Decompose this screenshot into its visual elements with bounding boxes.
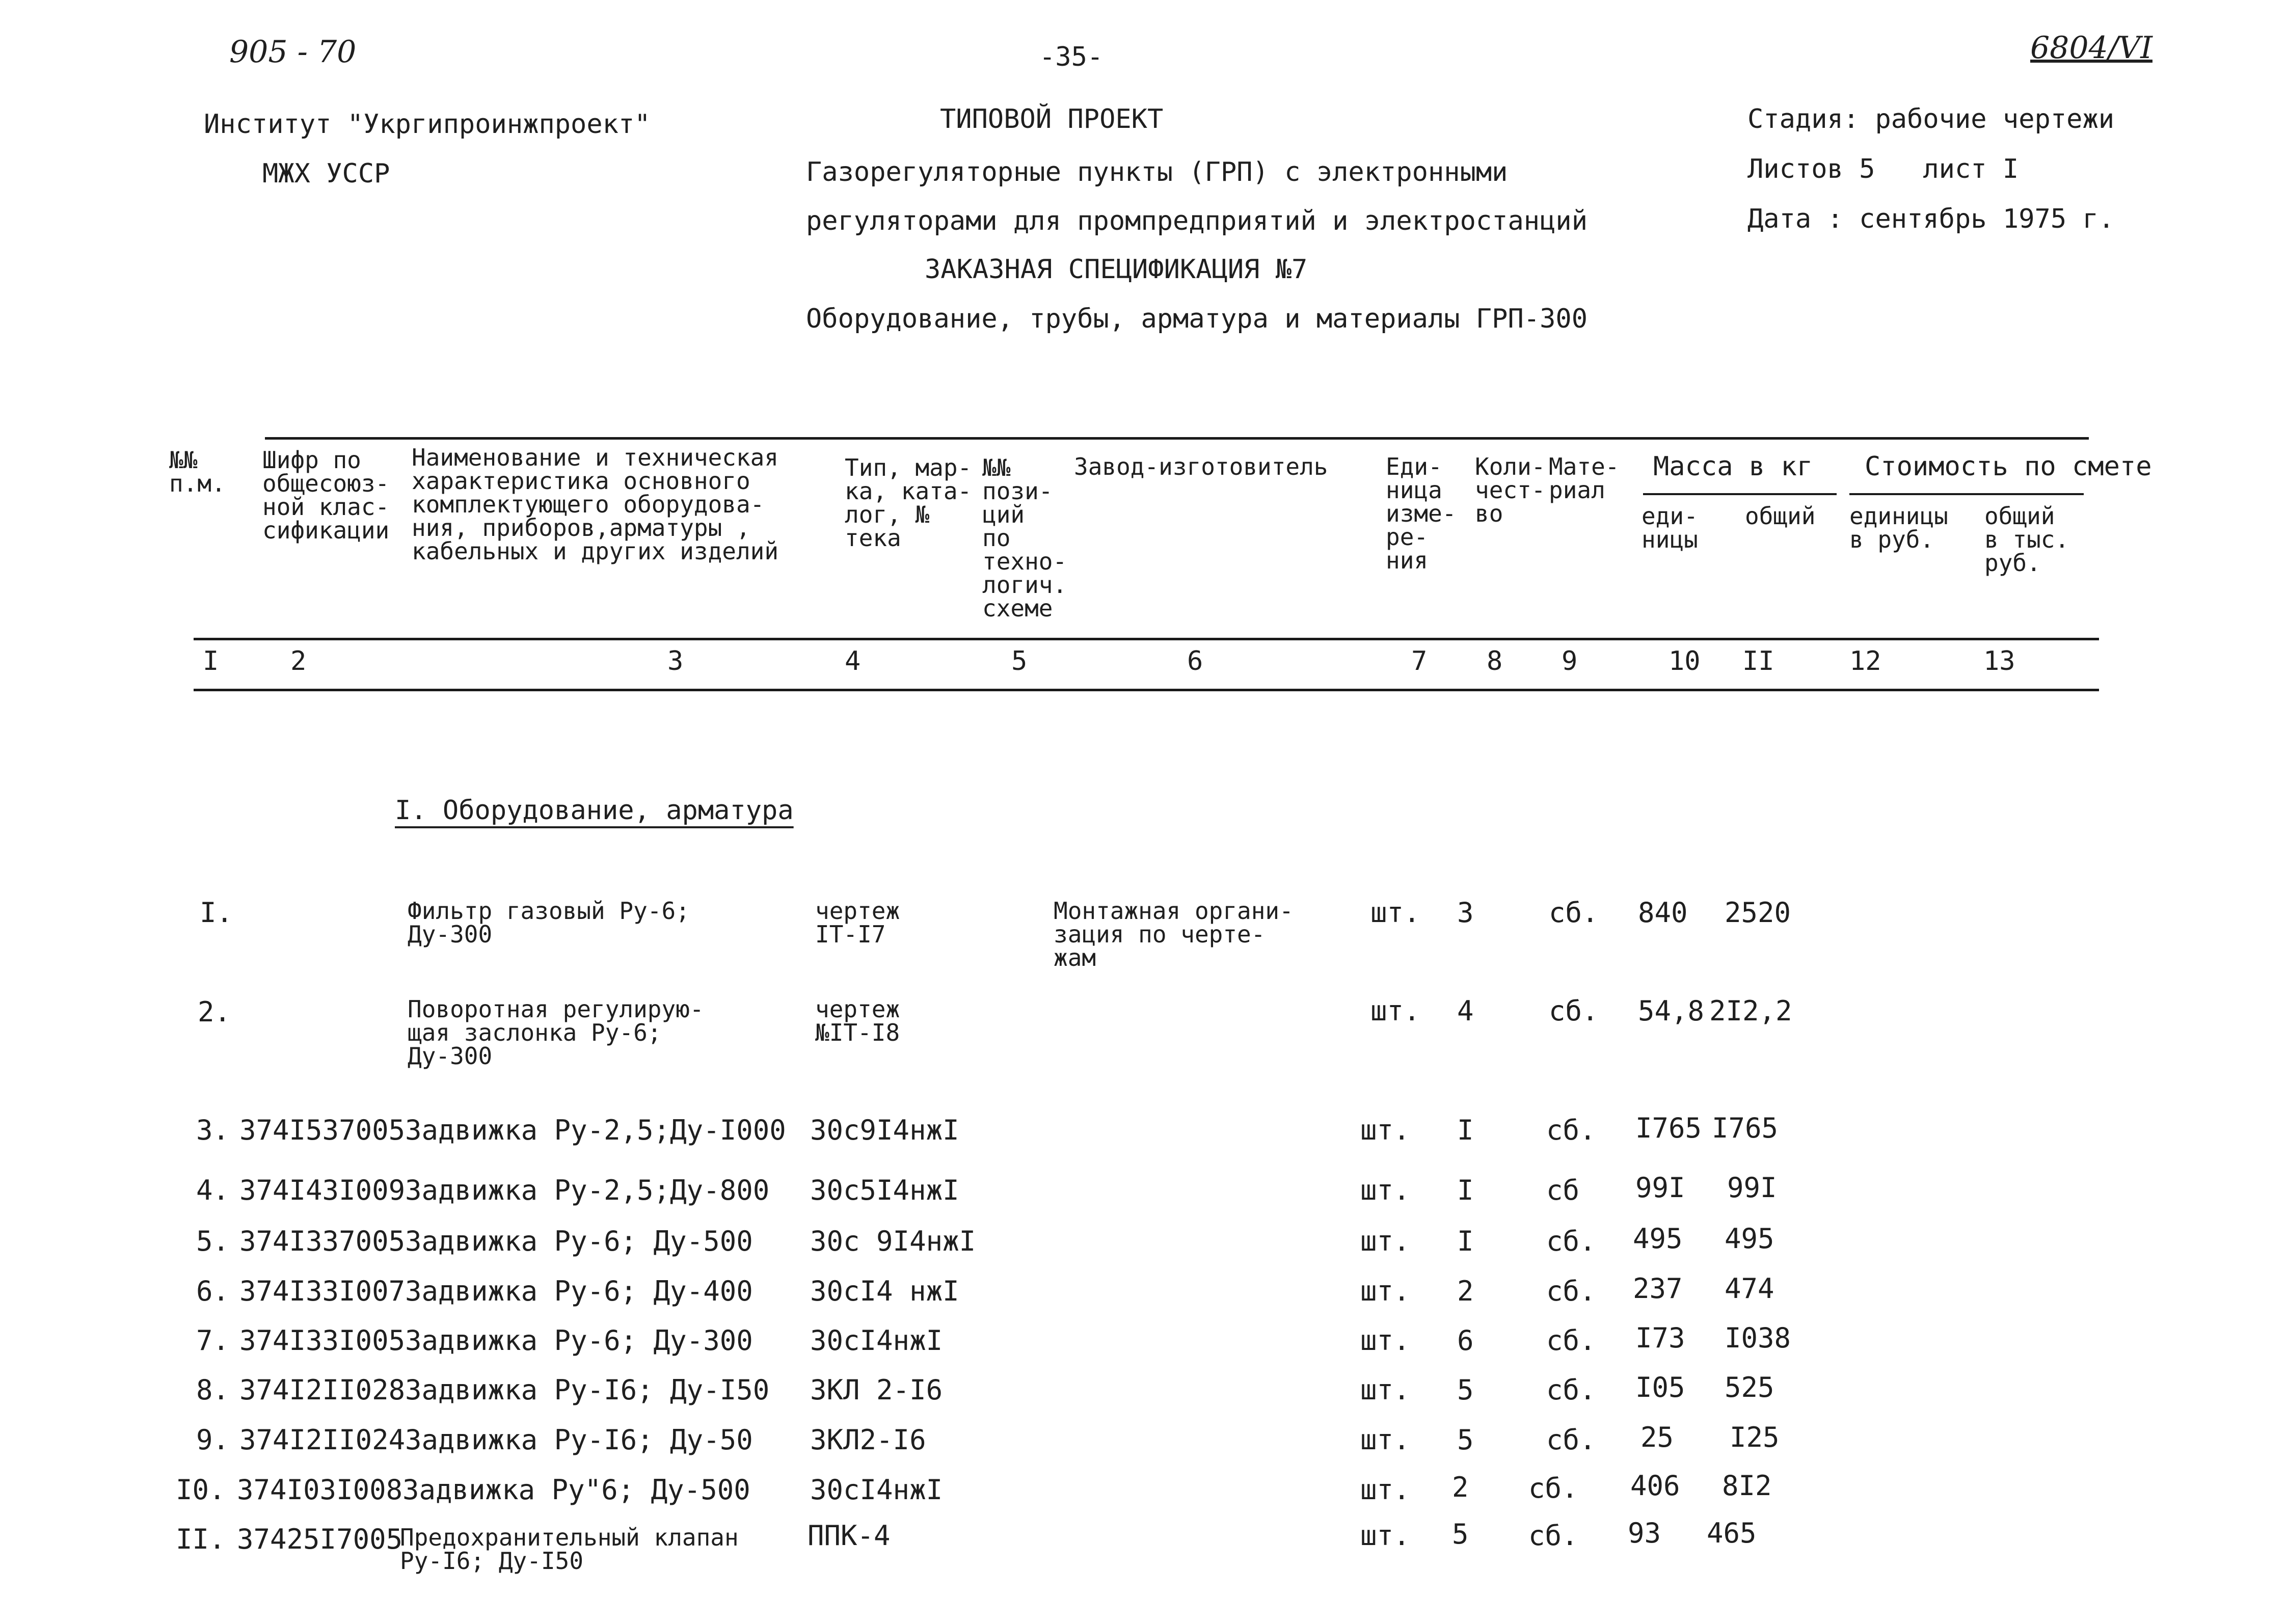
row-unit: шт. [1360,1424,1410,1456]
row-name: Задвижка Ру-I6; Ду-I50 [405,1374,770,1406]
row-mass-total: 525 [1725,1371,1774,1403]
row-mass-total: 465 [1707,1517,1757,1549]
col-header-cost-unit: единицы в руб. [1849,502,1948,553]
institute-name: Институт "Укргипроинжпроект" [204,109,651,140]
title-line-2: регуляторами для промпредприятий и электростанций [806,206,1588,236]
row-mass-total: 2I2,2 [1709,995,1792,1027]
stage-label: Стадия: рабочие чертежи [1747,104,2115,134]
row-mass-total: 474 [1725,1273,1774,1305]
section-title: I. Оборудование, арматура [395,795,794,826]
row-unit: шт. [1360,1374,1410,1406]
row-code: 374I33I007 [239,1275,406,1307]
row-mass-total: 2520 [1725,897,1791,929]
header-bottom-rule [194,638,2099,640]
row-num: 4. [196,1174,230,1206]
row-code: 374I33I005 [239,1324,406,1357]
col-header-position: №№ пози- ций по техно- логич. схеме [982,454,1067,622]
group-header-mass: Масса в кг [1653,451,1813,482]
col-number-6: 6 [1187,646,1203,676]
row-mass-total: 8I2 [1722,1470,1772,1502]
row-material: сб. [1546,1374,1596,1406]
mass-group-rule [1643,493,1837,495]
ministry-name: МЖХ УССР [262,158,390,189]
row-unit: шт. [1370,995,1420,1027]
row-unit: шт. [1360,1324,1410,1357]
row-mass-unit: 25 [1640,1421,1674,1453]
row-unit: шт. [1360,1520,1410,1552]
col-number-11: II [1742,646,1774,676]
row-mass-unit: I05 [1635,1371,1685,1403]
row-mass-unit: 495 [1633,1223,1683,1255]
row-mass-total: I038 [1725,1322,1791,1354]
row-num: 9. [196,1424,230,1456]
row-name: Задвижка Ру-6; Ду-300 [405,1324,753,1357]
row-type: 30с 9I4нжI [810,1225,976,1257]
date-label: Дата : сентябрь 1975 г. [1747,204,2115,234]
row-name: Задвижка Ру"6; Ду-500 [402,1474,750,1506]
col-header-mass-unit: еди- ницы [1642,502,1698,553]
row-mass-unit: I73 [1635,1322,1685,1354]
album-code: 6804/VI [2030,30,2153,66]
row-maker: Монтажная органи- зация по черте- жам [1054,897,1294,971]
row-mass-unit: 99I [1635,1172,1685,1204]
cost-group-rule [1849,493,2084,495]
row-type: 30сI4 нжI [810,1275,959,1307]
row-material: сб. [1528,1520,1578,1552]
row-num: 2. [198,996,231,1028]
spec-subtitle: Оборудование, трубы, арматура и материалы ГРП-300 [806,304,1588,334]
row-qty: I [1457,1114,1474,1146]
row-unit: шт. [1360,1174,1410,1206]
row-mass-unit: 54,8 [1638,995,1705,1027]
row-num: 3. [196,1114,230,1146]
col-header-num: №№ п.м. [169,446,226,497]
col-header-code: Шифр по общесоюз- ной клас- сификации [262,446,390,544]
numbers-bottom-rule [194,689,2099,691]
col-header-material: Мате- риал [1549,453,1620,504]
row-num: 6. [196,1275,230,1307]
col-number-13: 13 [1983,646,2015,676]
col-number-4: 4 [845,646,861,676]
doc-code: 905 - 70 [229,34,357,70]
row-code: 37425I7005 [237,1523,403,1555]
row-type: ЗКЛ 2-I6 [810,1374,943,1406]
row-code: 374I2II028 [239,1374,406,1406]
row-unit: шт. [1360,1225,1410,1257]
row-type: 30с9I4нжI [810,1114,959,1146]
col-number-12: 12 [1849,646,1881,676]
row-name: Задвижка Ру-6; Ду-400 [405,1275,753,1307]
row-material: сб [1546,1174,1580,1206]
row-material: сб. [1549,995,1599,1027]
row-qty: 4 [1457,995,1474,1027]
row-unit: шт. [1360,1114,1410,1146]
row-qty: 6 [1457,1324,1474,1357]
row-qty: 5 [1457,1374,1474,1406]
col-header-maker: Завод-изготовитель [1074,453,1328,480]
row-code: 374I43I009 [239,1174,406,1206]
col-number-8: 8 [1487,646,1503,676]
row-material: сб. [1549,897,1599,929]
project-type: ТИПОВОЙ ПРОЕКТ [940,104,1164,134]
row-name: Фильтр газовый Ру-6; Ду-300 [408,897,690,948]
col-number-10: 10 [1669,646,1701,676]
sheets-label: Листов 5 лист I [1747,154,2019,184]
row-material: сб. [1546,1114,1596,1146]
col-header-mass-total: общий [1745,502,1816,530]
row-unit: шт. [1360,1275,1410,1307]
row-code: 374I337005 [239,1225,406,1257]
row-num: I. [200,897,233,929]
col-number-7: 7 [1411,646,1428,676]
row-qty: I [1457,1174,1474,1206]
row-mass-unit: 406 [1630,1470,1680,1502]
col-number-2: 2 [290,646,307,676]
row-type: ЗКЛ2-I6 [810,1424,926,1456]
col-header-name: Наименование и техническая характеристика основного комплектующего оборудова- ния, приборов,арматуры , кабельных и других изделий [412,444,779,565]
row-num: 8. [196,1374,230,1406]
row-material: сб. [1546,1225,1596,1257]
row-type: ППК-4 [808,1520,891,1552]
group-header-cost: Стоимость по смете [1865,451,2152,482]
row-material: сб. [1546,1275,1596,1307]
row-unit: шт. [1370,897,1420,929]
col-number-3: 3 [667,646,684,676]
col-number-1: I [203,646,219,676]
row-mass-total: I25 [1730,1421,1780,1453]
col-header-qty: Коли- чест- во [1475,453,1546,527]
table-top-rule [265,437,2089,440]
row-material: сб. [1546,1424,1596,1456]
row-type: 30сI4нжI [810,1324,943,1357]
row-type: чертеж IТ-I7 [815,897,900,948]
title-line-1: Газорегуляторные пункты (ГРП) с электронными [806,157,1508,187]
row-material: сб. [1528,1472,1578,1504]
row-code: 374I537005 [239,1114,406,1146]
row-type: 30сI4нжI [810,1474,943,1506]
row-qty: I [1457,1225,1474,1257]
row-mass-unit: 237 [1633,1273,1683,1305]
row-mass-total: I765 [1712,1112,1779,1144]
col-header-type: Тип, мар- ка, ката- лог, № тека [845,454,972,552]
page-number: -35- [1039,42,1104,72]
row-code: 374I2II024 [239,1424,406,1456]
row-mass-total: 99I [1727,1172,1777,1204]
row-mass-unit: 93 [1628,1517,1661,1549]
spec-title: ЗАКАЗНАЯ СПЕЦИФИКАЦИЯ №7 [925,254,1308,285]
row-name: Задвижка Ру-2,5;Ду-I000 [405,1114,786,1146]
row-qty: 3 [1457,897,1474,929]
row-mass-total: 495 [1725,1223,1774,1255]
row-qty: 2 [1452,1471,1469,1503]
row-qty: 5 [1452,1518,1469,1550]
row-num: II. [176,1523,226,1555]
row-num: I0. [176,1474,226,1506]
row-name: Задвижка Ру-I6; Ду-50 [405,1424,753,1456]
col-number-9: 9 [1562,646,1578,676]
row-num: 5. [196,1225,230,1257]
col-header-unit: Еди- ница изме- ре- ния [1386,453,1457,574]
row-name: Задвижка Ру-2,5;Ду-800 [405,1174,770,1206]
row-name: Предохранительный клапан Ру-I6; Ду-I50 [400,1524,739,1575]
col-number-5: 5 [1011,646,1028,676]
row-unit: шт. [1360,1474,1410,1506]
row-num: 7. [196,1324,230,1357]
col-header-cost-total: общий в тыс. руб. [1984,502,2069,577]
row-mass-unit: I765 [1635,1112,1702,1144]
row-qty: 5 [1457,1424,1474,1456]
row-code: 374I03I008 [237,1474,403,1506]
row-qty: 2 [1457,1275,1474,1307]
row-type: чертеж №IТ-I8 [815,995,900,1046]
row-type: 30с5I4нжI [810,1174,959,1206]
row-name: Задвижка Ру-6; Ду-500 [405,1225,753,1257]
row-name: Поворотная регулирую- щая заслонка Ру-6; Ду-300 [408,995,704,1070]
row-mass-unit: 840 [1638,897,1688,929]
row-material: сб. [1546,1324,1596,1357]
